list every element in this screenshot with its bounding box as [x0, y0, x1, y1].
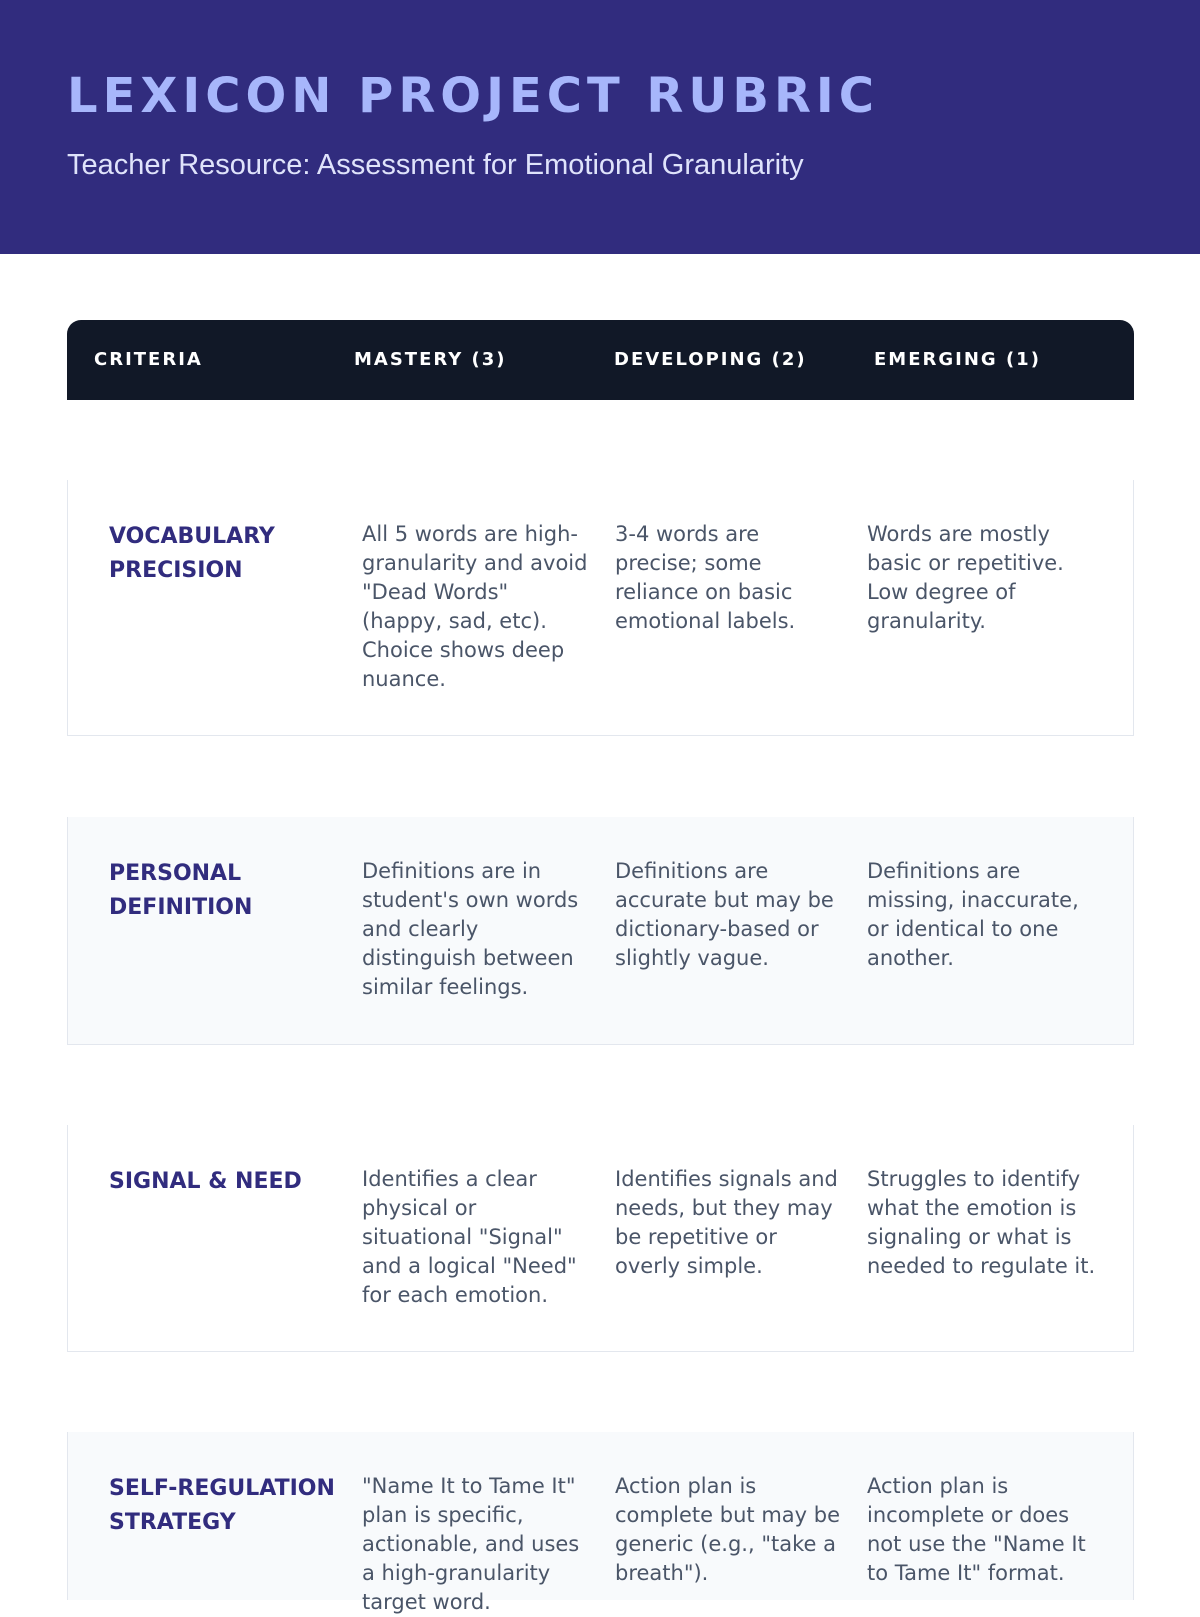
mastery-cell: Definitions are in student's own words and clearly distinguish between similar feelings. [362, 859, 579, 999]
table-row [67, 817, 1134, 1045]
developing-cell: Action plan is complete but may be generic (e.g., "take a breath"). [615, 1474, 840, 1585]
criteria-label: VOCABULARY PRECISION [109, 524, 275, 583]
column-header-mastery: MASTERY (3) [354, 349, 507, 370]
emerging-cell: Words are mostly basic or repetitive. Low degree of granularity. [867, 522, 1064, 633]
table-row [67, 1125, 1134, 1352]
emerging-cell: Action plan is incomplete or does not use the "Name It to Tame It" format. [867, 1474, 1086, 1585]
criteria-label: SELF-REGULATION STRATEGY [109, 1476, 335, 1535]
column-header-criteria: CRITERIA [94, 349, 203, 370]
table-row [67, 480, 1134, 736]
page-subtitle: Teacher Resource: Assessment for Emotional Granularity [67, 149, 804, 181]
emerging-cell: Struggles to identify what the emotion is signaling or what is needed to regulate it. [867, 1167, 1096, 1278]
mastery-cell: Identifies a clear physical or situational "Signal" and a logical "Need" for each emotion. [362, 1167, 577, 1307]
page-title: LEXICON PROJECT RUBRIC [67, 68, 879, 124]
column-header-developing: DEVELOPING (2) [614, 349, 807, 370]
mastery-cell: All 5 words are high-granularity and avoid "Dead Words" (happy, sad, etc). Choice shows deep nuance. [362, 522, 588, 691]
criteria-label: PERSONAL DEFINITION [109, 861, 253, 920]
developing-cell: 3-4 words are precise; some reliance on basic emotional labels. [615, 522, 796, 633]
table-row [67, 1432, 1134, 1614]
rubric-table-header [67, 320, 1134, 400]
column-header-emerging: EMERGING (1) [874, 349, 1041, 370]
emerging-cell: Definitions are missing, inaccurate, or identical to one another. [867, 859, 1079, 970]
developing-cell: Definitions are accurate but may be dictionary-based or slightly vague. [615, 859, 834, 970]
page-header [0, 0, 1200, 254]
mastery-cell: "Name It to Tame It" plan is specific, actionable, and uses a high-granularity target word. [362, 1474, 580, 1614]
criteria-label: SIGNAL & NEED [109, 1169, 302, 1194]
developing-cell: Identifies signals and needs, but they may be repetitive or overly simple. [615, 1167, 838, 1278]
